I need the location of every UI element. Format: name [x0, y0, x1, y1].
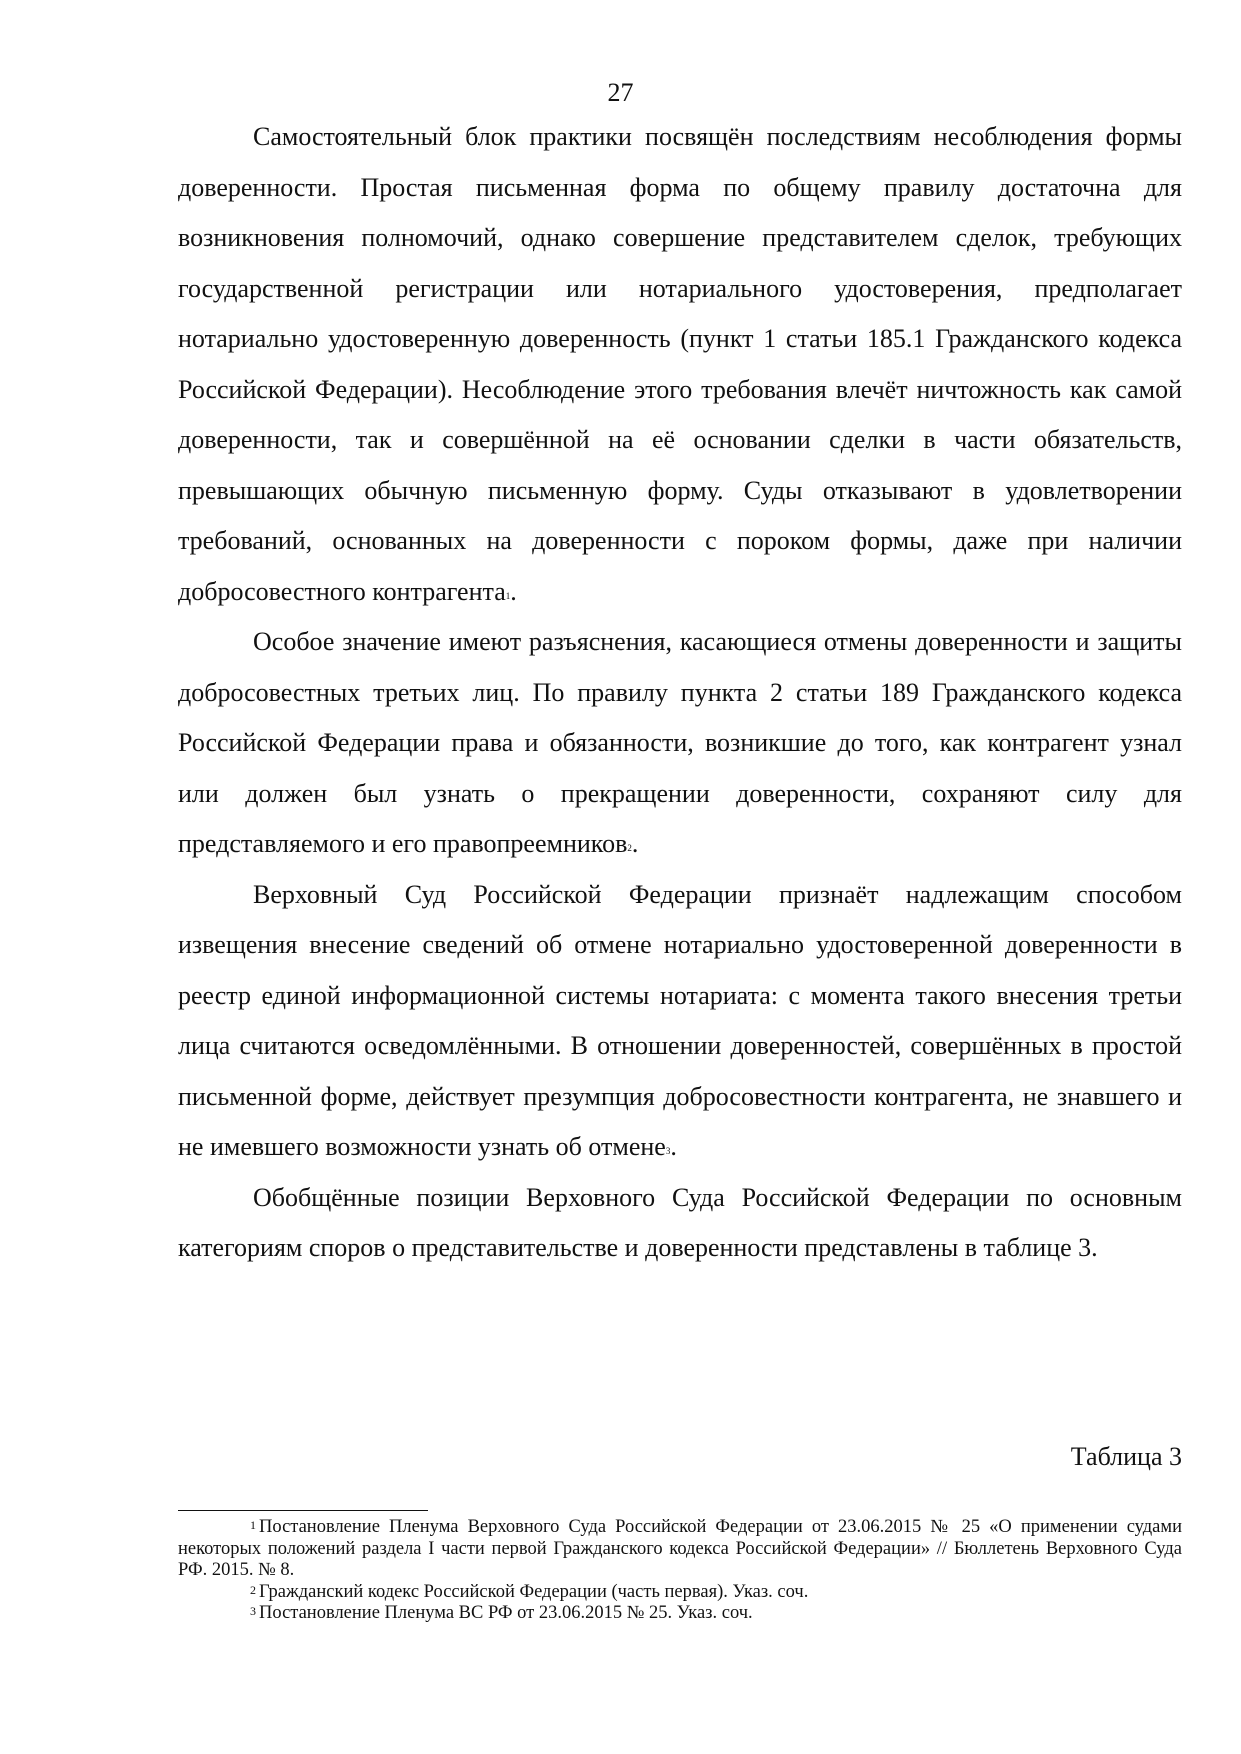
footnote-number: 2 — [250, 1582, 256, 1597]
footnotes — [178, 1517, 1182, 1625]
footnote-text: Постановление Пленума Верховного Суда Российской Федерации от 23.06.2015 № 25 «О применении судами некоторых положений раздела I части первой Гражданского кодекса Российской Федерации» // Бюллетень Верховного Суда РФ. 2015. № 8. — [178, 1517, 1182, 1580]
footnote-reference[interactable]: 2 — [627, 843, 632, 853]
footnote-text: Гражданский кодекс Российской Федерации (часть первая). Указ. соч. — [259, 1581, 809, 1602]
footnote-number: 1 — [250, 1518, 256, 1532]
footnote-1 — [178, 1517, 1182, 1582]
page-number: 27 — [607, 78, 634, 107]
footnote-text: Постановление Пленума ВС РФ от 23.06.2015 № 25. Указ. соч. — [259, 1603, 753, 1623]
paragraph-end: . — [510, 576, 517, 606]
table-caption: Таблица 3 — [1070, 1442, 1182, 1471]
paragraph-end: . — [631, 829, 639, 858]
paragraph-text: Самостоятельный блок практики посвящён последствиям несоблюдения формы доверенности. Простая письменная форма по общему правилу достаточна для возникновения полномочий, однако совершение представителем сделок, требующих государственной регистрации или нотариального удостоверения, предполагает нотариально удостоверенную доверенность (пункт 1 статьи 185.1 Гражданского кодекса Российской Федерации). Несоблюдение этого требования влечёт ничтожность как самой доверенности, так и совершённой на её основании сделки в части обязательств, превышающих обычную письменную форму. Суды отказывают в удовлетворении требований, основанных на доверенности с пороком формы, даже при наличии добросовестного контрагента — [178, 122, 1182, 606]
paragraph-text: Верховный Суд Российской Федерации признаёт надлежащим способом извещения внесение сведений об отмене нотариально удостоверенной доверенности в реестр единой информационной системы нотариата: с момента такого внесения третьи лица считаются осведомлёнными. В отношении доверенностей, совершённых в простой письменной форме, действует презумпция добросовестности контрагента, не знавшего и не имевшего возможности узнать об отмене — [178, 879, 1182, 1161]
paragraph-2 — [178, 617, 1182, 870]
footnote-number: 3 — [250, 1604, 256, 1618]
paragraph-3 — [178, 870, 1182, 1173]
body-text — [178, 112, 1182, 1274]
paragraph-1 — [178, 112, 1182, 617]
footnote-separator — [178, 1510, 428, 1511]
footnote-3 — [178, 1603, 1182, 1625]
footnote-reference[interactable]: 3 — [665, 1146, 671, 1156]
paragraph-4 — [178, 1173, 1182, 1274]
footnote-reference[interactable]: 1 — [505, 590, 511, 601]
paragraph-text: Особое значение имеют разъяснения, касающиеся отмены доверенности и защиты добросовестных третьих лиц. По правилу пункта 2 статьи 189 Гражданского кодекса Российской Федерации права и обязанности, возникшие до того, как контрагент узнал или должен был узнать о прекращении доверенности, сохраняют силу для представляемого и его правопреемников — [178, 627, 1182, 858]
paragraph-text: Обобщённые позиции Верховного Суда Российской Федерации по основным категориям споров о представительстве и доверенности представлены в таблице 3. — [178, 1182, 1182, 1262]
footnote-2 — [178, 1582, 1182, 1604]
paragraph-end: . — [670, 1132, 677, 1161]
